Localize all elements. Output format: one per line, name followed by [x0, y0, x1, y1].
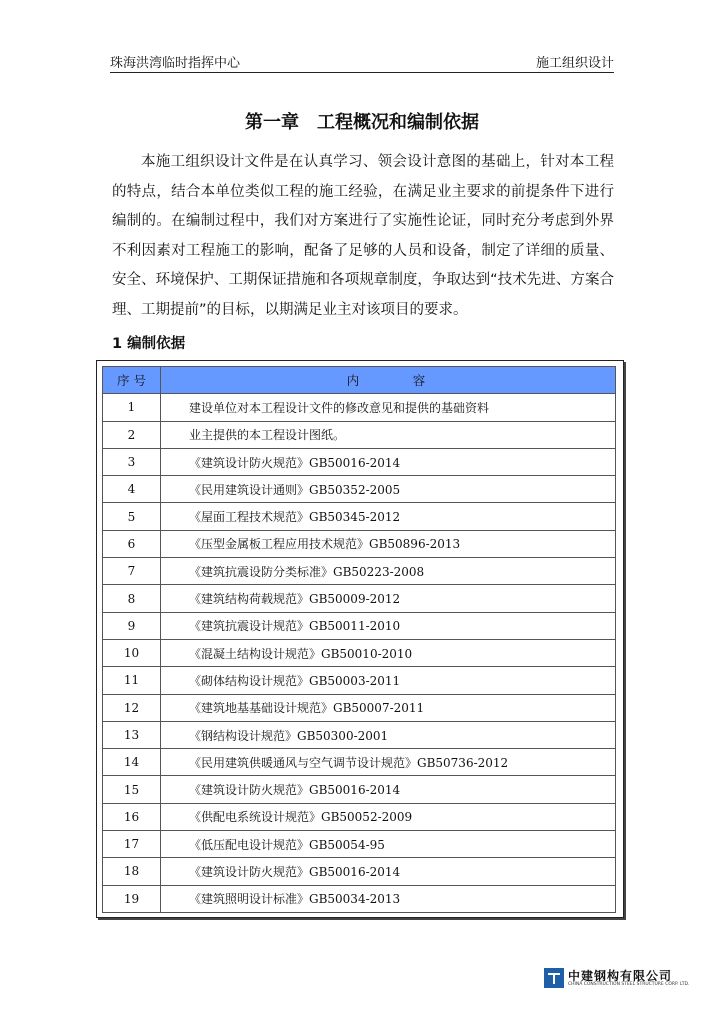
row-number-cell: 13: [103, 721, 161, 748]
row-number-cell: 8: [103, 585, 161, 612]
row-content-cell: 业主提供的本工程设计图纸。: [161, 421, 616, 448]
company-logo-icon: [544, 968, 564, 988]
row-content-cell: 《砌体结构设计规范》GB50003-2011: [161, 667, 616, 694]
row-content-cell: 《民用建筑设计通则》GB50352-2005: [161, 476, 616, 503]
row-content-cell: 《建筑设计防火规范》GB50016-2014: [161, 776, 616, 803]
row-content-cell: 《低压配电设计规范》GB50054-95: [161, 831, 616, 858]
row-content-cell: 《建筑结构荷载规范》GB50009-2012: [161, 585, 616, 612]
company-name-en: CHINA CONSTRUCTION STEEL STRUCTURE CORP. LTD.: [568, 982, 690, 987]
header-divider: [110, 72, 614, 73]
table-row: [103, 612, 616, 639]
row-content-cell: 《建筑照明设计标准》GB50034-2013: [161, 885, 616, 912]
row-content-cell: 《压型金属板工程应用技术规范》GB50896-2013: [161, 530, 616, 557]
table-row: [103, 749, 616, 776]
header-cell-number: 序 号: [103, 367, 161, 394]
row-number-cell: 3: [103, 448, 161, 475]
table-row: [103, 776, 616, 803]
table-row: [103, 394, 616, 421]
header-doc-type: 施工组织设计: [535, 56, 614, 71]
chapter-title: 第一章 工程概况和编制依据: [245, 112, 479, 133]
row-content-cell: 《供配电系统设计规范》GB50052-2009: [161, 803, 616, 830]
row-number-cell: 6: [103, 530, 161, 557]
row-number-cell: 9: [103, 612, 161, 639]
table-row: [103, 476, 616, 503]
row-content-cell: 《混凝土结构设计规范》GB50010-2010: [161, 639, 616, 666]
row-number-cell: 17: [103, 831, 161, 858]
table-row: [103, 803, 616, 830]
table-header-row: [103, 367, 616, 394]
row-number-cell: 7: [103, 558, 161, 585]
row-content-cell: 《建筑抗震设防分类标准》GB50223-2008: [161, 558, 616, 585]
table-row: [103, 639, 616, 666]
row-content-cell: 《建筑抗震设计规范》GB50011-2010: [161, 612, 616, 639]
row-content-cell: 《建筑设计防火规范》GB50016-2014: [161, 448, 616, 475]
table-row: [103, 667, 616, 694]
intro-paragraph: 本施工组织设计文件是在认真学习、领会设计意图的基础上，针对本工程的特点，结合本单位类似工程的施工经验，在满足业主要求的前提条件下进行编制的。在编制过程中，我们对方案进行了实施性论证，同时充分考虑到外界不利因素对工程施工的影响，配备了足够的人员和设备，制定了详细的质量、安全、环境保护、工期保证措施和各项规章制度，争取达到“技术先进、方案合理、工期提前”的目标，以期满足业主对该项目的要求。: [112, 154, 614, 318]
row-number-cell: 10: [103, 639, 161, 666]
header-project-name: 珠海洪湾临时指挥中心: [110, 56, 241, 71]
section-heading: 1 编制依据: [112, 336, 186, 352]
row-number-cell: 11: [103, 667, 161, 694]
row-content-cell: 《民用建筑供暖通风与空气调节设计规范》GB50736-2012: [161, 749, 616, 776]
row-number-cell: 4: [103, 476, 161, 503]
row-number-cell: 5: [103, 503, 161, 530]
table-row: [103, 558, 616, 585]
row-number-cell: 12: [103, 694, 161, 721]
table-row: [103, 858, 616, 885]
row-content-cell: 《建筑地基基础设计规范》GB50007-2011: [161, 694, 616, 721]
row-number-cell: 16: [103, 803, 161, 830]
row-number-cell: 19: [103, 885, 161, 912]
row-number-cell: 2: [103, 421, 161, 448]
header-cell-content: 内 容: [161, 367, 616, 394]
table-row: [103, 421, 616, 448]
row-content-cell: 《钢结构设计规范》GB50300-2001: [161, 721, 616, 748]
row-number-cell: 15: [103, 776, 161, 803]
table-body: [103, 394, 616, 913]
company-name-cn: 中建钢构有限公司: [568, 969, 673, 983]
company-logo: [544, 968, 690, 990]
table-row: [103, 448, 616, 475]
table-row: [103, 885, 616, 912]
row-content-cell: 建设单位对本工程设计文件的修改意见和提供的基础资料: [161, 394, 616, 421]
row-number-cell: 18: [103, 858, 161, 885]
table-row: [103, 530, 616, 557]
table-row: [103, 721, 616, 748]
table-row: [103, 585, 616, 612]
table-row: [103, 831, 616, 858]
row-content-cell: 《屋面工程技术规范》GB50345-2012: [161, 503, 616, 530]
table-row: [103, 694, 616, 721]
row-content-cell: 《建筑设计防火规范》GB50016-2014: [161, 858, 616, 885]
row-number-cell: 14: [103, 749, 161, 776]
basis-table: [102, 366, 616, 913]
row-number-cell: 1: [103, 394, 161, 421]
table-row: [103, 503, 616, 530]
